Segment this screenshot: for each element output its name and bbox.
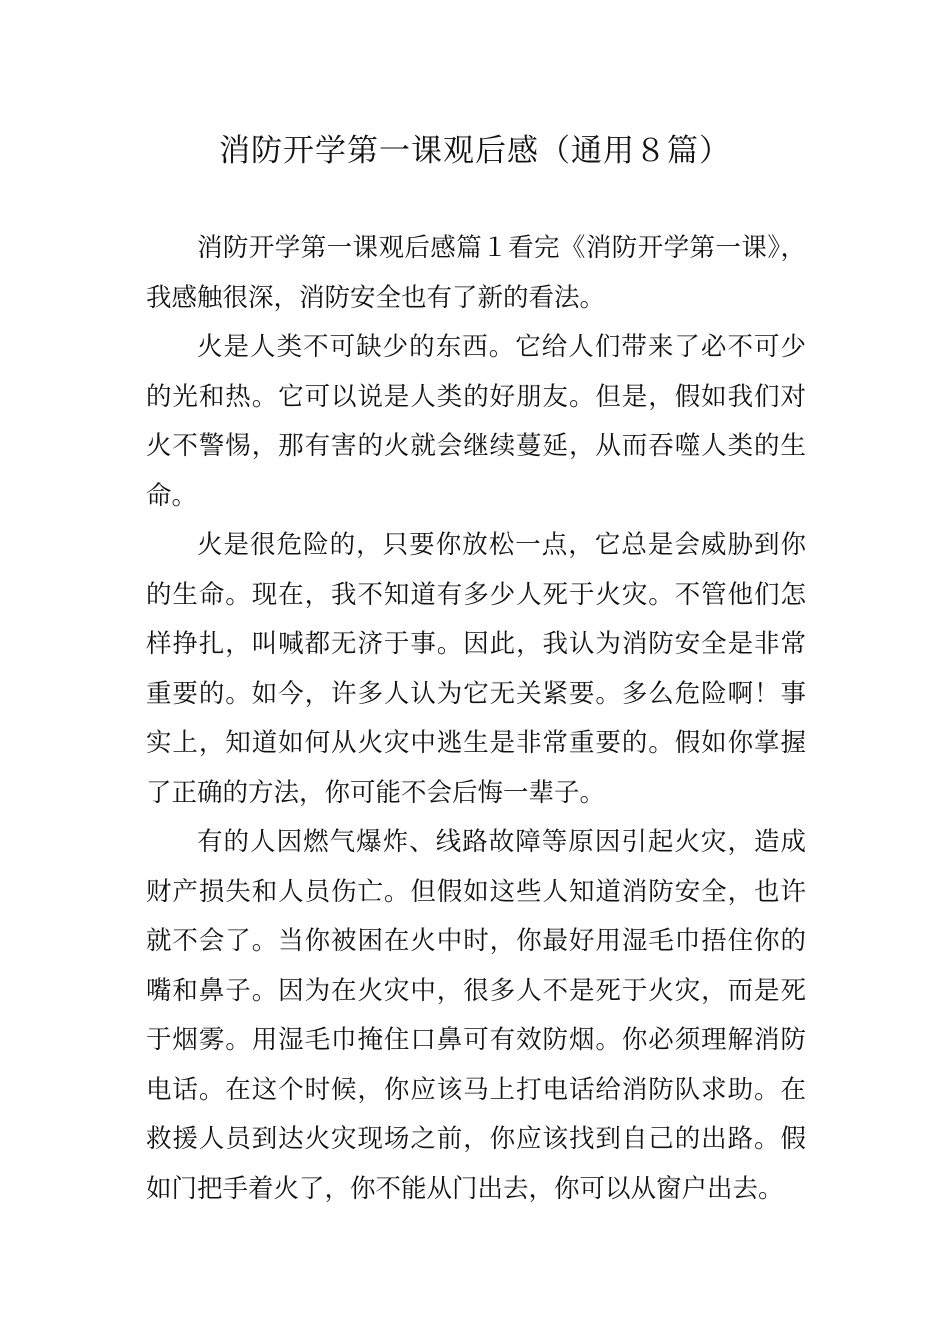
document-body	[146, 224, 806, 1214]
document-title: 消防开学第一课观后感（通用８篇）	[219, 133, 731, 169]
paragraph-1: 消防开学第一课观后感篇１看完《消防开学第一课》，我感触很深，消防安全也有了新的看法。	[146, 233, 806, 313]
paragraph-4: 有的人因燃气爆炸、线路故障等原因引起火灾，造成财产损失和人员伤亡。但假如这些人知道消防安全，也许就不会了。当你被困在火中时，你最好用湿毛巾捂住你的嘴和鼻子。因为在火灾中，很多人不是死于火灾，而是死于烟雾。用湿毛巾掩住口鼻可有效防烟。你必须理解消防电话。在这个时候，你应该马上打电话给消防队求助。在救援人员到达火灾现场之前，你应该找到自己的出路。假如门把手着火了，你不能从门出去，你可以从窗户出去。	[146, 827, 806, 1204]
paragraph-3: 火是很危险的，只要你放松一点，它总是会威胁到你的生命。现在，我不知道有多少人死于火灾。不管他们怎样挣扎，叫喊都无济于事。因此，我认为消防安全是非常重要的。如今，许多人认为它无关紧要。多么危险啊！事实上，知道如何从火灾中逃生是非常重要的。假如你掌握了正确的方法，你可能不会后悔一辈子。	[146, 530, 806, 808]
paragraph-2: 火是人类不可缺少的东西。它给人们带来了必不可少的光和热。它可以说是人类的好朋友。但是，假如我们对火不警惕，那有害的火就会继续蔓延，从而吞噬人类的生命。	[146, 332, 806, 511]
